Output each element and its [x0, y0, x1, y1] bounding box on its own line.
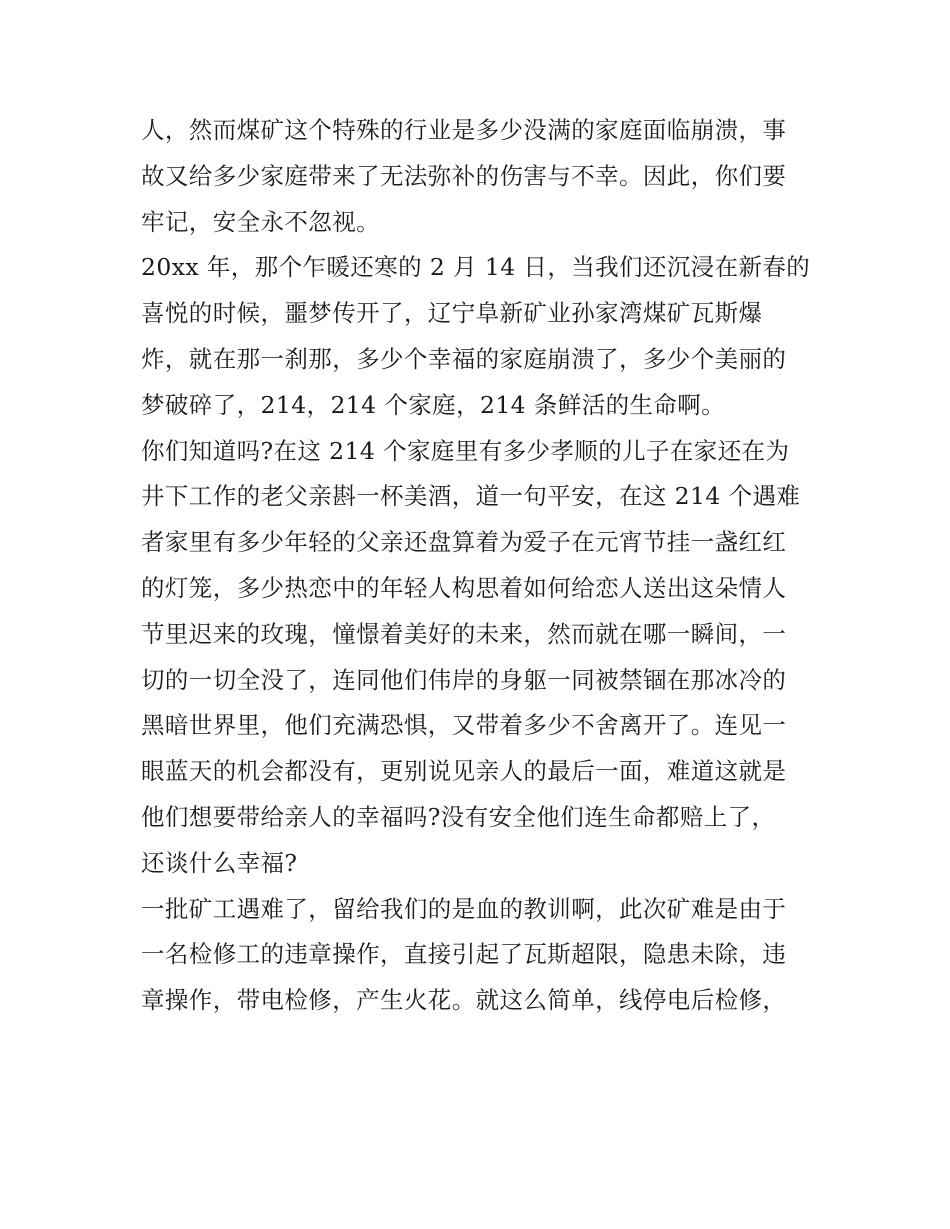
text-line-6: 炸，就在那一刹那，多少个幸福的家庭崩溃了，多少个美丽的 [141, 344, 787, 373]
text-line-2: 故又给多少家庭带来了无法弥补的伤害与不幸。因此，你们要 [141, 161, 787, 190]
text-line-5: 喜悦的时候，噩梦传开了，辽宁阜新矿业孙家湾煤矿瓦斯爆 [141, 299, 763, 328]
text-line-11: 的灯笼，多少热恋中的年轻人构思着如何给恋人送出这朵情人 [141, 573, 787, 602]
text-line-1: 人，然而煤矿这个特殊的行业是多少没满的家庭面临崩溃，事 [141, 116, 787, 144]
text-line-9: 井下工作的老父亲斟一杯美酒，道一句平安，在这 214 个遇难 [141, 482, 801, 511]
text-line-19: 一名检修工的违章操作，直接引起了瓦斯超限，隐患未除，违 [141, 940, 787, 969]
text-line-14: 黑暗世界里，他们充满恐惧，又带着多少不舍离开了。连见一 [141, 711, 787, 740]
text-line-13: 切的一切全没了，连同他们伟岸的身躯一同被禁锢在那冰冷的 [141, 665, 787, 694]
text-line-8: 你们知道吗?在这 214 个家庭里有多少孝顺的儿子在家还在为 [141, 436, 790, 465]
text-line-16: 他们想要带给亲人的幸福吗?没有安全他们连生命都赔上了， [141, 802, 776, 831]
text-line-18: 一批矿工遇难了，留给我们的是血的教训啊，此次矿难是由于 [141, 894, 787, 923]
text-line-17: 还谈什么幸福? [141, 848, 298, 877]
text-line-20: 章操作，带电检修，产生火花。就这么简单，线停电后检修， [141, 986, 787, 1015]
text-line-10: 者家里有多少年轻的父亲还盘算着为爱子在元宵节挂一盏红红 [141, 528, 787, 557]
text-line-7: 梦破碎了，214，214 个家庭，214 条鲜活的生命啊。 [141, 390, 726, 419]
text-line-3: 牢记，安全永不忽视。 [141, 207, 380, 236]
text-line-15: 眼蓝天的机会都没有，更别说见亲人的最后一面，难道这就是 [141, 757, 787, 786]
text-line-12: 节里迟来的玫瑰，憧憬着美好的未来，然而就在哪一瞬间，一 [141, 619, 787, 648]
text-line-4: 20xx 年，那个乍暖还寒的 2 月 14 日，当我们还沉浸在新春的 [141, 253, 811, 282]
body-text [141, 108, 821, 1024]
